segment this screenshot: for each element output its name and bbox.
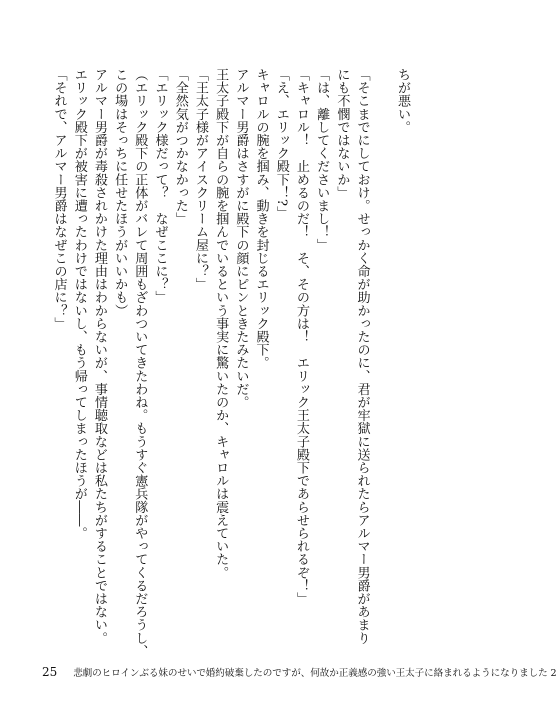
page-footer <box>42 664 557 680</box>
text-line: にも不憫ではないか」 <box>334 68 350 199</box>
body-text <box>51 68 412 658</box>
text-line: 「エリック様だって？ なぜここに？」 <box>152 68 168 304</box>
text-line: 「そこまでにしておけ。せっかく命が助かったのに、君が牢獄に送られたらアルマー男爵があまり <box>354 68 370 645</box>
text-line: 「それで、アルマー男爵はなぜこの店に？」 <box>51 68 67 330</box>
text-line: この場はそっちに任せたほうがいいかも） <box>112 68 128 317</box>
text-line: キャロルの腕を掴み、動きを封じるエリック殿下。 <box>253 68 269 370</box>
page-number: 25 <box>42 665 58 679</box>
text-line: アルマー男爵はさすがに殿下の顔にピンときたみたいだ。 <box>233 68 249 409</box>
text-line: （エリック殿下の正体がバレて周囲もざわついてきたわね。もうすぐ憲兵隊がやってくるだろうし、 <box>132 68 148 658</box>
text-line: 「全然気がつかなかった」 <box>172 68 188 226</box>
text-line: 「え、エリック殿下！?」 <box>273 68 289 220</box>
text-line: 王太子殿下が自らの腕を掴んでいるという事実に驚いたのか、キャロルは震えていた。 <box>213 68 229 579</box>
text-line: アルマー男爵が毒殺されかけた理由はわからないが、事情聴取などは私たちがすることではない。 <box>91 68 107 645</box>
text-line: 「は、離してくださいまし！」 <box>314 68 330 252</box>
text-line: エリック殿下が被害に遭ったわけではないし、もう帰ってしまったほうが――。 <box>71 68 87 540</box>
text-line: ちが悪い。 <box>395 68 410 134</box>
text-line: 「キャロル！ 止めるのだ！ そ、その方は！ エリック王太子殿下であらせられるぞ！」 <box>293 68 309 606</box>
running-title: 悲劇のヒロインぶる妹のせいで婚約破棄したのですが、何故か正義感の強い王太子に絡まれるようになりました 2 <box>73 668 557 679</box>
text-line: 「王太子様がアイスクリーム屋に？」 <box>192 68 208 291</box>
